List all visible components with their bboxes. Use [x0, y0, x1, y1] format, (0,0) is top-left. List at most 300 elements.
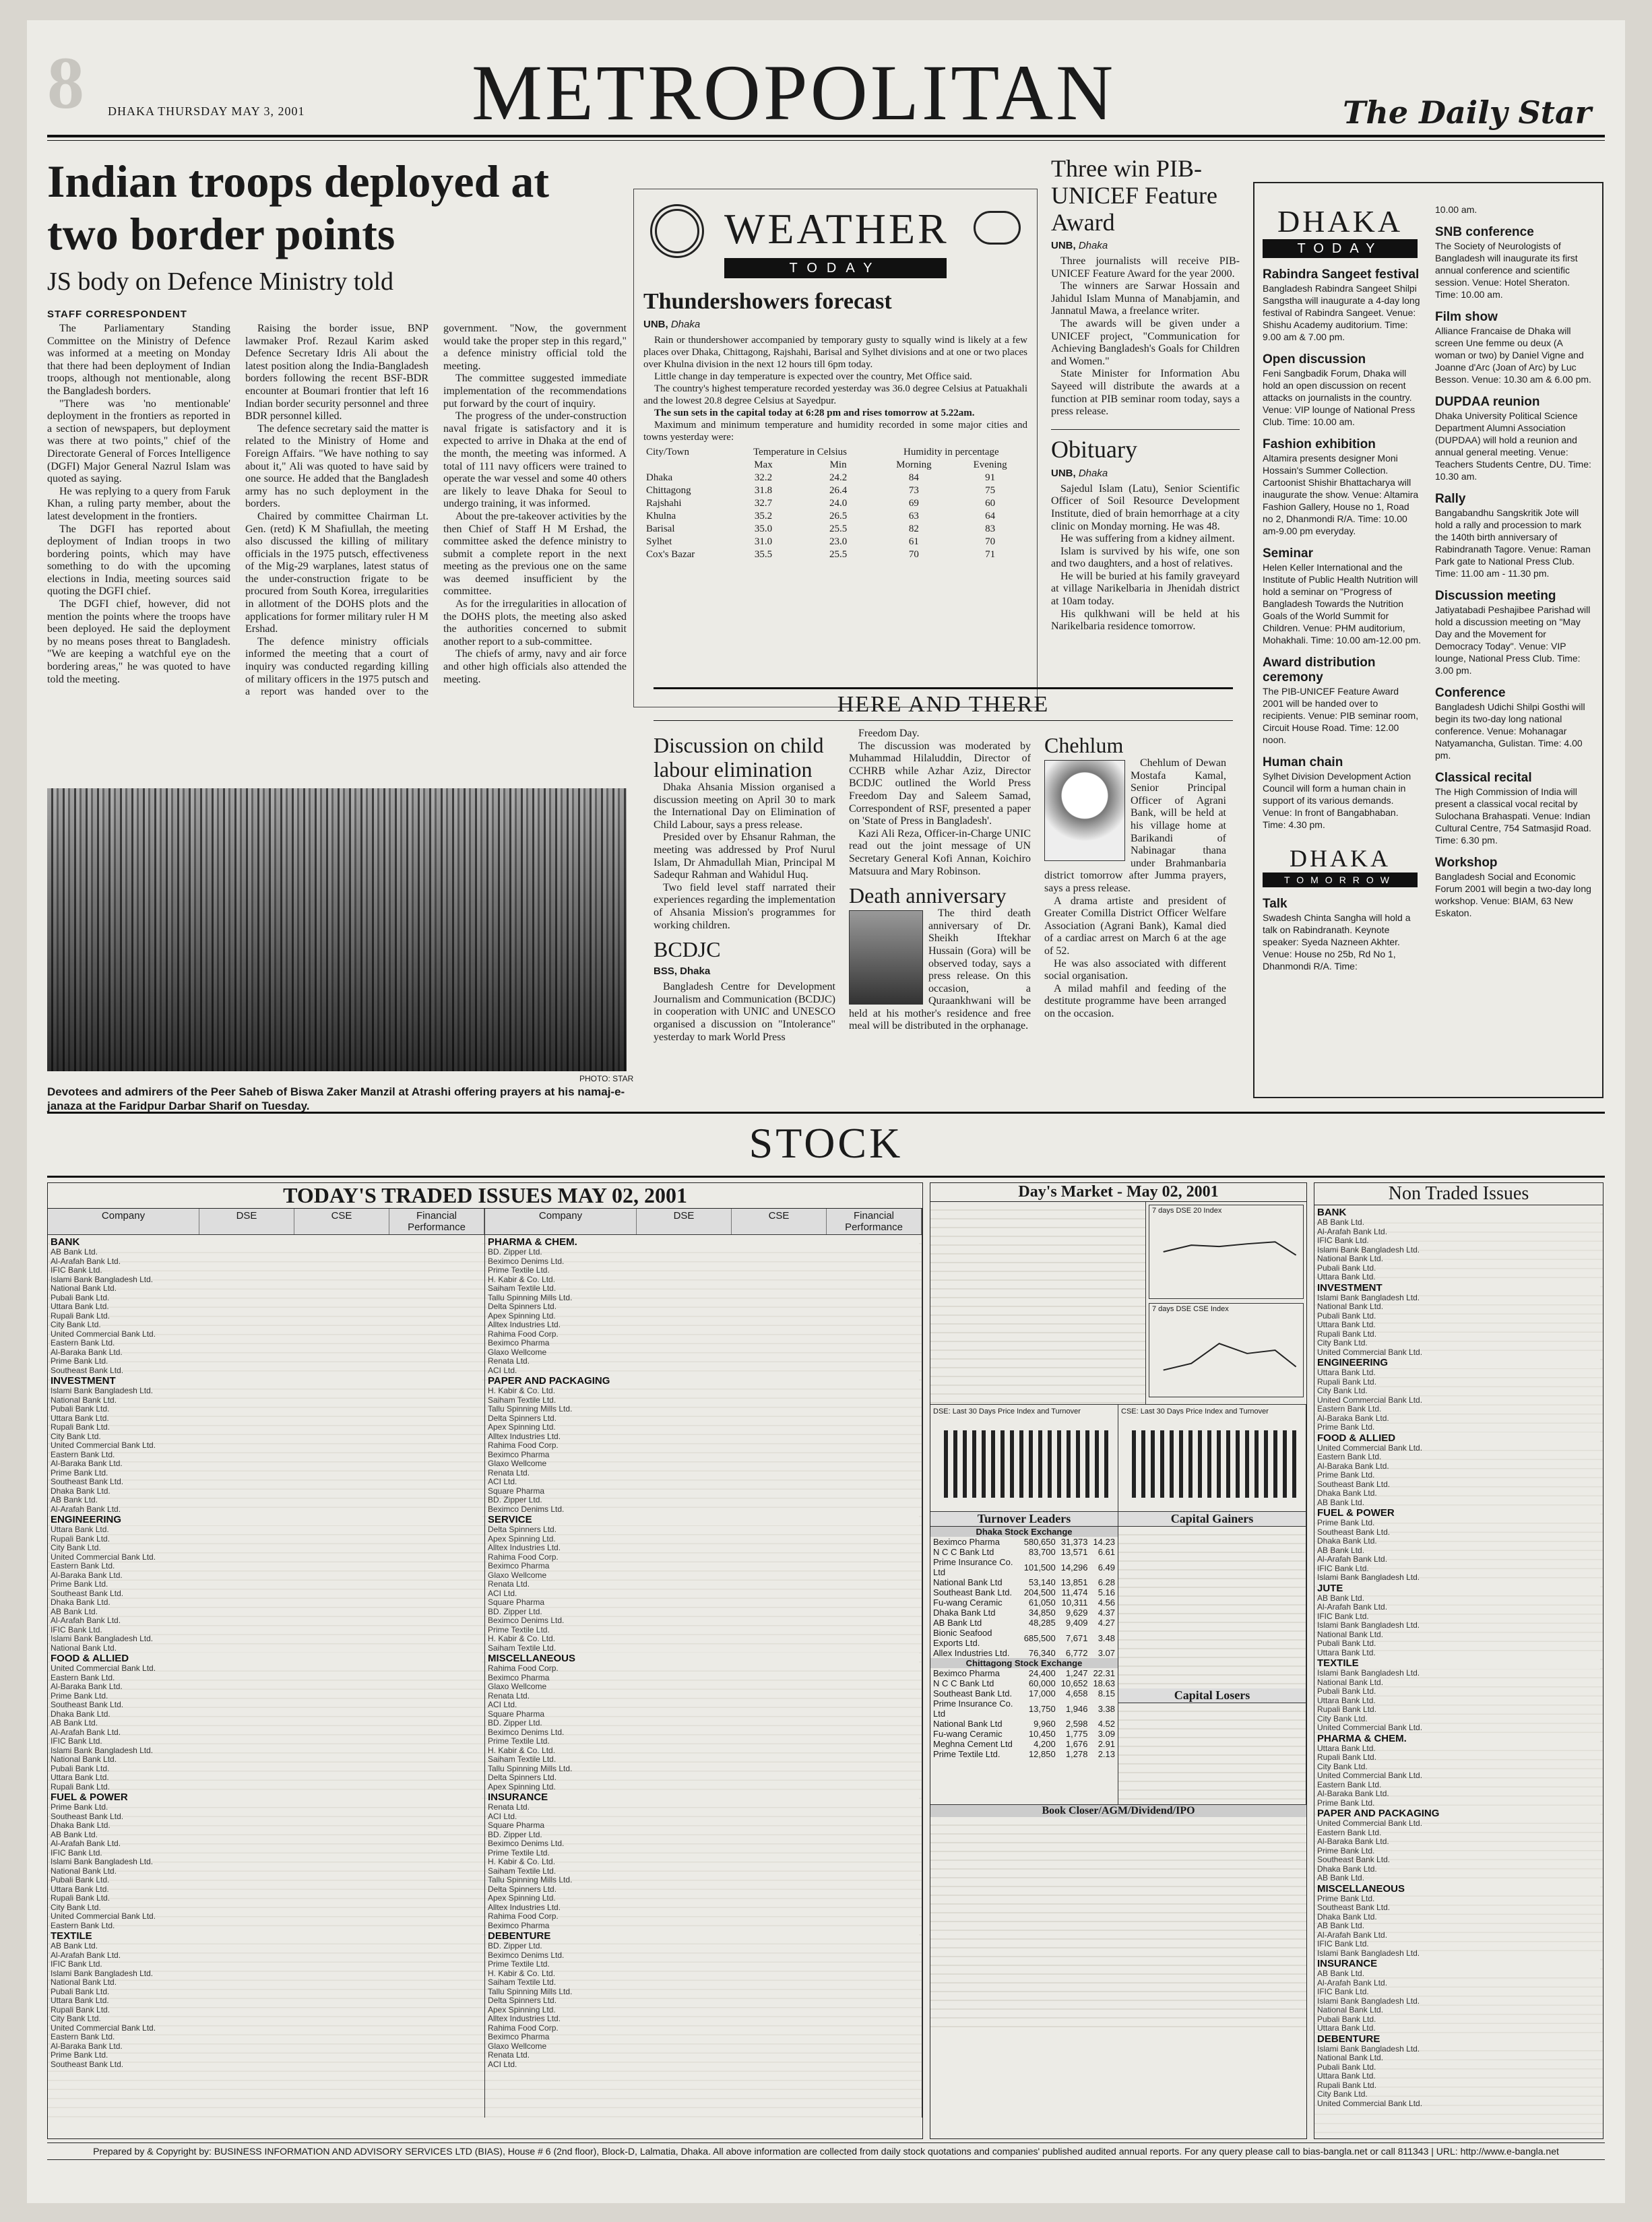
- stock-row: Rahima Food Corp.: [488, 2023, 559, 2033]
- section-rule: [47, 1176, 1605, 1178]
- stock-row: Delta Spinners Ltd.: [488, 1773, 557, 1782]
- stock-row: ACI Ltd.: [488, 1478, 517, 1486]
- dse-cse-index-chart: [1149, 1303, 1304, 1397]
- stock-row: Eastern Bank Ltd.: [1317, 1453, 1382, 1461]
- lead-byline: STAFF CORRESPONDENT: [47, 309, 187, 320]
- stock-row: City Bank Ltd.: [1317, 1714, 1368, 1723]
- table-cell: Prime Textile Ltd.: [933, 1749, 1000, 1759]
- stock-row: Prime Bank Ltd.: [1317, 1423, 1375, 1432]
- table-cell: Chittagong: [646, 485, 691, 496]
- table-row: [930, 1648, 1118, 1658]
- stock-row: IFIC Bank Ltd.: [51, 1848, 102, 1858]
- stock-row: Prime Textile Ltd.: [488, 1848, 550, 1858]
- stock-row: National Bank Ltd.: [1317, 2054, 1384, 2062]
- stock-row: IFIC Bank Ltd.: [51, 1625, 102, 1634]
- obituary-agency: [1051, 468, 1240, 479]
- stock-row: City Bank Ltd.: [1317, 2090, 1368, 2099]
- table-cell: Dhaka: [646, 472, 673, 483]
- table-cell: 13,750: [1028, 1703, 1056, 1714]
- event-title: Open discussion: [1263, 352, 1366, 367]
- paragraph: A drama artiste and president of Greater Comilla District Officer Welfare Association (Agrani Bank), Kamal died of a cardiac arrest on March 6 at the age of 52.: [1044, 895, 1226, 957]
- paragraph: Rain or thundershower accompanied by temporary gusty to squally wind is likely at a few places over Dhaka, Chittagong, Rajshahi, Barisal and Sylhet divisions and at one or two places over Khulna division in the next 12 hours till 6pm today.: [643, 335, 1027, 370]
- stock-row: Uttara Bank Ltd.: [1317, 2072, 1376, 2081]
- stock-row: Prime Bank Ltd.: [51, 1580, 108, 1589]
- stock-row: City Bank Ltd.: [1317, 1762, 1368, 1771]
- stock-row: Apex Spinning Ltd.: [488, 1534, 556, 1544]
- stock-row: BD. Zipper Ltd.: [488, 1607, 542, 1616]
- paragraph: The awards will be given under a UNICEF project, "Communication for Achieving Bangladesh's Goals for Children and Women.": [1051, 317, 1240, 367]
- table-cell: 14,296: [1060, 1562, 1088, 1573]
- table-header: Evening: [973, 459, 1007, 470]
- stock-row: Delta Spinners Ltd.: [488, 1884, 557, 1894]
- brief-headline: Discussion on child labour elimination: [654, 733, 824, 782]
- table-cell: 2,598: [1065, 1719, 1088, 1729]
- event-text: Helen Keller International and the Institute of Public Health Nutrition will hold a seminar on "Progress of Bangladesh Towards the Nutrition Goals of the World Summit for Children. Venue: PHM auditorium, Mohakhali. Time: 10.00 am-12.00 pm.: [1263, 562, 1422, 645]
- table-cell: Rajshahi: [646, 498, 682, 509]
- stock-row: Islami Bank Bangladesh Ltd.: [1317, 1669, 1420, 1678]
- stock-row: Prime Bank Ltd.: [1317, 1798, 1375, 1808]
- sector-heading: BANK: [1317, 1207, 1600, 1218]
- stock-row: Prime Bank Ltd.: [1317, 1846, 1375, 1855]
- stock-row: United Commercial Bank Ltd.: [1317, 1395, 1423, 1405]
- stock-row: Renata Ltd.: [488, 1580, 530, 1589]
- traded-rows: [48, 1235, 484, 2118]
- stock-row: Saiham Textile Ltd.: [488, 1284, 557, 1293]
- event-title: Rabindra Sangeet festival: [1263, 267, 1420, 282]
- table-cell: 10,311: [1061, 1597, 1088, 1608]
- table-row: [930, 1608, 1118, 1618]
- event-text: The PIB-UNICEF Feature Award 2001 will be handed over to recipients. Venue: PIB seminar room, Circuit House Road. Time: 12.00 noon.: [1263, 686, 1419, 745]
- table-cell: 5.16: [1098, 1587, 1115, 1597]
- table-row: [930, 1628, 1118, 1648]
- losers-title: Capital Losers: [1118, 1688, 1306, 1703]
- table-header: [643, 459, 725, 472]
- side-column: [1051, 155, 1240, 633]
- non-traded-title: Non Traded Issues: [1314, 1183, 1603, 1205]
- traded-rows: [485, 1235, 922, 2118]
- table-cell: Prime Insurance Co. Ltd: [933, 1699, 1013, 1719]
- table-cell: 8.15: [1098, 1688, 1115, 1699]
- news-column: [1044, 728, 1226, 1044]
- stock-row: AB Bank Ltd.: [51, 1719, 98, 1727]
- table-cell: 4.27: [1098, 1618, 1115, 1628]
- sector-heading: INVESTMENT: [51, 1375, 482, 1387]
- stock-row: Prime Textile Ltd.: [488, 1266, 550, 1275]
- table-cell: 1,278: [1065, 1749, 1088, 1759]
- stock-row: Southeast Bank Ltd.: [51, 1812, 124, 1821]
- stock-row: City Bank Ltd.: [1317, 1387, 1368, 1395]
- dhaka-word: DHAKA: [1277, 204, 1403, 239]
- table-cell: 84: [908, 472, 919, 483]
- stock-row: Southeast Bank Ltd.: [51, 1478, 124, 1486]
- stock-row: Prime Bank Ltd.: [51, 2051, 108, 2060]
- stock-row: Al-Arafah Bank Ltd.: [51, 1257, 121, 1266]
- table-header-row: [485, 1209, 922, 1235]
- section-title: METROPOLITAN: [472, 49, 1116, 137]
- index-line: [1164, 1343, 1296, 1370]
- stock-row: Pubali Bank Ltd.: [1317, 1263, 1376, 1273]
- table-cell: 204,500: [1023, 1587, 1056, 1597]
- event-title: Discussion meeting: [1435, 589, 1556, 603]
- table-header: Temperature in Celsius: [753, 447, 847, 457]
- brief-headline: Chehlum: [1044, 733, 1124, 757]
- stock-row: Glaxo Wellcome: [488, 1459, 547, 1468]
- table-cell: 53,140: [1028, 1577, 1056, 1587]
- stock-row: Saiham Textile Ltd.: [488, 1978, 557, 1987]
- stock-row: ACI Ltd.: [488, 1366, 517, 1375]
- table-header: Company: [485, 1209, 637, 1234]
- dateline: DHAKA THURSDAY MAY 3, 2001: [108, 104, 305, 118]
- table-cell: 76,340: [1028, 1648, 1056, 1658]
- stock-section-title: STOCK: [749, 1119, 903, 1167]
- stock-row: Al-Baraka Bank Ltd.: [1317, 1837, 1389, 1846]
- table-cell: National Bank Ltd: [933, 1719, 1003, 1729]
- table-cell: Southeast Bank Ltd.: [933, 1587, 1013, 1597]
- table-row: [643, 548, 1027, 561]
- stock-row: IFIC Bank Ltd.: [1317, 1236, 1369, 1245]
- lead-headline: Indian troops deployed at two border points: [47, 156, 550, 259]
- stock-row: H. Kabir & Co. Ltd.: [488, 1634, 556, 1643]
- table-row: [930, 1688, 1118, 1699]
- stock-row: Rahima Food Corp.: [488, 1441, 559, 1450]
- stock-row: BD. Zipper Ltd.: [488, 1719, 542, 1727]
- table-cell: 31,373: [1060, 1537, 1088, 1547]
- stock-row: Beximco Denims Ltd.: [488, 1616, 565, 1625]
- stock-row: Beximco Pharma: [488, 1673, 550, 1682]
- stock-row: BD. Zipper Ltd.: [488, 1248, 542, 1257]
- dhaka-tomorrow-logo: [1263, 844, 1418, 887]
- table-row: [930, 1699, 1118, 1719]
- stock-row: Prime Bank Ltd.: [51, 1691, 108, 1701]
- sector-heading: FUEL & POWER: [1317, 1507, 1600, 1519]
- stock-row: Delta Spinners Ltd.: [488, 1302, 557, 1311]
- table-cell: 63: [908, 511, 919, 521]
- stock-row: National Bank Ltd.: [51, 1395, 117, 1405]
- table-cell: 4,658: [1065, 1688, 1088, 1699]
- stock-row: IFIC Bank Ltd.: [51, 1737, 102, 1746]
- stock-row: Al-Arafah Bank Ltd.: [51, 1504, 121, 1514]
- table-cell: Sylhet: [646, 536, 672, 547]
- sunset-text: The sun sets in the capital today at 6:28 pm and rises tomorrow at 5.22am.: [654, 408, 975, 418]
- table-cell: 60,000: [1028, 1678, 1056, 1688]
- event-text: Bangabandhu Sangskritik Jote will hold a rally and procession to mark the 140th birth anniversary of Rabindranath Tagore. Venue: Raman Park gate to National Press Club. Time: 11.00 am - 11.30 pm.: [1435, 507, 1591, 579]
- table-cell: 35.0: [754, 523, 773, 534]
- table-cell: 73: [908, 485, 919, 496]
- stock-row: Apex Spinning Ltd.: [488, 1423, 556, 1432]
- table-cell: Beximco Pharma: [933, 1668, 1000, 1678]
- sector-heading: ENGINEERING: [51, 1514, 482, 1525]
- stock-row: City Bank Ltd.: [51, 1903, 101, 1912]
- stock-row: AB Bank Ltd.: [51, 1607, 98, 1616]
- event-title: DUPDAA reunion: [1435, 395, 1540, 409]
- stock-row: ACI Ltd.: [488, 1589, 517, 1598]
- paragraph: Three journalists will receive PIB-UNICEF Feature Award for the year 2000.: [1051, 255, 1240, 280]
- stock-row: Apex Spinning Ltd.: [488, 1311, 556, 1321]
- stock-row: Rupali Bank Ltd.: [51, 1894, 110, 1903]
- table-cell: 2.13: [1098, 1749, 1115, 1759]
- stock-row: Southeast Bank Ltd.: [1317, 1855, 1391, 1864]
- weather-today-bar: TODAY: [724, 258, 947, 278]
- table-cell: 64: [985, 511, 996, 521]
- sun-icon: [650, 204, 704, 258]
- paragraph: Presided over by Ehsanur Rahman, the meeting was addressed by Prof Nurul Islam, Dr Ahmadullah Mian, Principal M Sadequr Rahman and Wahidul Huq.: [654, 831, 835, 881]
- table-intro: Maximum and minimum temperature and humidity recorded in some major cities and towns yesterday were:: [643, 420, 1027, 443]
- paragraph: The country's highest temperature recorded yesterday was 36.0 degree Celsius at Patuakhali and the lowest 20.8 degree Celsius at Sayedpur.: [643, 383, 1027, 406]
- table-cell: 3.38: [1098, 1703, 1115, 1714]
- stock-row: Islami Bank Bangladesh Ltd.: [1317, 1996, 1420, 2006]
- stock-row: AB Bank Ltd.: [51, 1942, 98, 1950]
- stock-row: Dhaka Bank Ltd.: [1317, 1537, 1377, 1546]
- stock-row: Rupali Bank Ltd.: [51, 1311, 110, 1321]
- stock-row: Eastern Bank Ltd.: [51, 1450, 115, 1459]
- table-cell: 12,850: [1028, 1749, 1056, 1759]
- table-row: [643, 510, 1027, 523]
- stock-row: Prime Bank Ltd.: [51, 1357, 108, 1366]
- table-cell: 6.49: [1098, 1562, 1115, 1573]
- stock-row: Dhaka Bank Ltd.: [1317, 1864, 1377, 1874]
- paragraph: The committee suggested immediate implementation of the recommendations put forward by the court of inquiry.: [443, 373, 627, 410]
- paragraph: As for the irregularities in allocation of the DOHS plots, the meeting also asked the authorities concerned to submit another report to a sub-committee.: [443, 598, 627, 647]
- stock-row: ACI Ltd.: [488, 1701, 517, 1709]
- stock-row: Uttara Bank Ltd.: [51, 1525, 109, 1534]
- traded-issues-table: [47, 1182, 923, 2139]
- stock-row: Rahima Food Corp.: [488, 1664, 559, 1673]
- stock-row: Beximco Pharma: [488, 1562, 550, 1570]
- stock-row: Alltex Industries Ltd.: [488, 1544, 561, 1552]
- book-closer-title: Book Closer/AGM/Dividend/IPO: [930, 1804, 1306, 1817]
- table-cell: Beximco Pharma: [933, 1537, 1000, 1547]
- table-header: Humidity in percentage: [903, 447, 999, 457]
- stock-row: Islami Bank Bangladesh Ltd.: [51, 1969, 154, 1978]
- table-cell: 685,500: [1023, 1632, 1056, 1643]
- paragraph: The discussion was moderated by Muhammad Hilaluddin, Director of CCHRB while Azhar Aziz, Director BCDJC outlined the World Press Freedom Day and Saleem Samad, Correspondent of RSF, presented a paper on 'State of Press in Bangladesh'.: [849, 740, 1031, 827]
- stock-row: Alltex Industries Ltd.: [488, 1321, 561, 1329]
- stock-row: United Commercial Bank Ltd.: [1317, 1723, 1423, 1732]
- masthead-rule: [47, 135, 1605, 137]
- table-header: Company: [48, 1209, 199, 1234]
- stock-row: Saiham Textile Ltd.: [488, 1643, 557, 1653]
- stock-row: Islami Bank Bangladesh Ltd.: [1317, 1621, 1420, 1630]
- stock-row: Islami Bank Bangladesh Ltd.: [51, 1858, 154, 1866]
- event-text: Jatiyatabadi Peshajibee Parishad will hold a discussion meeting on "May Day and the Movement for Democracy Today". Venue: VIP lounge, National Press Club. Time: 3.00 pm.: [1435, 604, 1591, 676]
- chart-plot: [1149, 1304, 1303, 1397]
- stock-row: Rupali Bank Ltd.: [51, 1782, 110, 1791]
- masthead-rule: [47, 140, 1605, 141]
- table-cell: Khulna: [646, 511, 676, 521]
- stock-row: H. Kabir & Co. Ltd.: [488, 1858, 556, 1866]
- stock-row: Al-Baraka Bank Ltd.: [51, 1347, 123, 1357]
- stock-row: National Bank Ltd.: [51, 1866, 117, 1876]
- table-cell: 6.28: [1098, 1577, 1115, 1587]
- stock-row: Islami Bank Bangladesh Ltd.: [51, 1275, 154, 1284]
- stock-row: National Bank Ltd.: [1317, 1302, 1384, 1311]
- news-photo: [47, 788, 627, 1071]
- stock-row: Dhaka Bank Ltd.: [1317, 1489, 1377, 1498]
- paragraph: A milad mahfil and feeding of the destitute programme have been arranged on the occasion.: [1044, 982, 1226, 1019]
- table-row: [930, 1668, 1118, 1678]
- table-cell: Allex Industries Ltd.: [933, 1648, 1010, 1658]
- table-row: [930, 1597, 1118, 1608]
- stock-row: AB Bank Ltd.: [1317, 1922, 1365, 1930]
- stock-row: Pubali Bank Ltd.: [51, 1405, 110, 1414]
- stock-row: Glaxo Wellcome: [488, 1570, 547, 1580]
- event-text: 10.00 am.: [1435, 204, 1478, 215]
- stock-row: Al-Baraka Bank Ltd.: [51, 1570, 123, 1580]
- event-text: Dhaka University Political Science Department Alumni Association (DUPDAA) will hold a reunion and annual general meeting. Venue: Teachers Students Centre, DU. Time: 10.30 am.: [1435, 410, 1591, 482]
- stock-row: Prime Bank Ltd.: [1317, 1894, 1375, 1903]
- stock-row: United Commercial Bank Ltd.: [51, 1912, 156, 1921]
- table-cell: 10,450: [1028, 1729, 1056, 1739]
- stock-row: Pubali Bank Ltd.: [51, 1987, 110, 1996]
- stock-row: Al-Arafah Bank Ltd.: [1317, 1227, 1388, 1236]
- table-cell: 6.61: [1098, 1547, 1115, 1557]
- agency-place: Dhaka: [1078, 240, 1108, 251]
- stock-row: United Commercial Bank Ltd.: [1317, 1347, 1423, 1357]
- event-title: Film show: [1435, 310, 1498, 324]
- stock-row: Al-Arafah Bank Ltd.: [1317, 1555, 1388, 1564]
- table-cell: N C C Bank Ltd: [933, 1678, 994, 1688]
- stock-footer: Prepared by & Copyright by: BUSINESS INFORMATION AND ADVISORY SERVICES LTD (BIAS), House # 6 (2nd floor), Block-D, Lalmatia, Dhaka. All above information are collected from daily stock quotations and companies' published audited annual reports. For any query please call to bias-bangla.net or call 811343 | URL: http://www.e-bangla.net: [47, 2142, 1605, 2160]
- stock-row: AB Bank Ltd.: [1317, 1546, 1365, 1555]
- stock-row: Rupali Bank Ltd.: [51, 1423, 110, 1432]
- event-title: SNB conference: [1435, 225, 1534, 239]
- sector-heading: FUEL & POWER: [51, 1791, 482, 1803]
- agency-place: Dhaka: [670, 319, 701, 330]
- table-cell: 91: [985, 472, 996, 483]
- paragraph: The third death anniversary of Dr. Sheikh Iftekhar Hussain (Gora) will be observed today, says a press release. On this occasion, a Quraankhwani will be held at his mother's residence and free meal will be distributed in the orphanage.: [849, 908, 1031, 1032]
- stock-row: Islami Bank Bangladesh Ltd.: [1317, 1948, 1420, 1958]
- stock-row: Pubali Bank Ltd.: [51, 1293, 110, 1302]
- non-traded-issues: [1314, 1182, 1603, 2139]
- stock-row: Glaxo Wellcome: [488, 1682, 547, 1691]
- stock-row: Al-Baraka Bank Ltd.: [1317, 1414, 1389, 1423]
- agency-name: UNB,: [1051, 240, 1076, 251]
- stock-row: National Bank Ltd.: [51, 1643, 117, 1653]
- table-cell: 1,775: [1065, 1729, 1088, 1739]
- sector-heading: FOOD & ALLIED: [51, 1653, 482, 1664]
- event-list: [1263, 897, 1422, 972]
- stock-row: Rahima Food Corp.: [488, 1912, 559, 1921]
- stock-row: Apex Spinning Ltd.: [488, 1894, 556, 1903]
- stock-row: Al-Baraka Bank Ltd.: [51, 2041, 123, 2051]
- stock-row: Prime Textile Ltd.: [488, 1960, 550, 1969]
- brief-headline: BCDJC: [654, 937, 721, 962]
- event-title: Rally: [1435, 492, 1466, 506]
- stock-row: Pubali Bank Ltd.: [1317, 1311, 1376, 1321]
- market-title: Day's Market - May 02, 2001: [930, 1183, 1306, 1202]
- table-header: DSE: [199, 1209, 294, 1234]
- table-header: Financial Performance: [827, 1209, 922, 1234]
- stock-row: AB Bank Ltd.: [51, 1830, 98, 1839]
- losers-list: [1118, 1703, 1306, 1804]
- stock-row: Square Pharma: [488, 1821, 545, 1830]
- pib-headline: Three win PIB-UNICEF Feature Award: [1051, 155, 1217, 236]
- traded-issues-right: [485, 1209, 922, 2118]
- paragraph: Freedom Day.: [858, 728, 920, 739]
- days-market-panel: [930, 1182, 1307, 2139]
- obituary-headline: Obituary: [1051, 429, 1240, 464]
- table-row: [930, 1557, 1118, 1577]
- turnover-title: Turnover Leaders: [930, 1512, 1118, 1527]
- event-text: The Society of Neurologists of Bangladesh will inaugurate its first annual conference and scientific session. Venue: Hotel Sheraton. Time: 10.00 am.: [1435, 241, 1578, 300]
- stock-row: AB Bank Ltd.: [1317, 1593, 1365, 1603]
- paragraph: Islam is survived by his wife, one son and two daughters, and a host of relatives.: [1051, 545, 1240, 570]
- stock-row: Rupali Bank Ltd.: [1317, 1705, 1377, 1714]
- stock-row: Islami Bank Bangladesh Ltd.: [1317, 2044, 1420, 2054]
- stock-row: Uttara Bank Ltd.: [51, 1302, 109, 1311]
- table-cell: 9,409: [1065, 1618, 1088, 1628]
- gainers-list: [1118, 1527, 1306, 1688]
- event-title: Fashion exhibition: [1263, 437, 1376, 451]
- lead-body: [47, 323, 627, 747]
- table-cell: 13,851: [1060, 1577, 1088, 1587]
- stock-row: Alltex Industries Ltd.: [488, 1432, 561, 1441]
- table-cell: 4.37: [1098, 1608, 1115, 1618]
- gainers-title: Capital Gainers: [1118, 1512, 1306, 1527]
- news-column: [849, 728, 1031, 1044]
- sector-heading: PHARMA & CHEM.: [1317, 1733, 1600, 1744]
- event-title: Workshop: [1435, 856, 1498, 870]
- stock-row: Eastern Bank Ltd.: [51, 1562, 115, 1570]
- stock-row: Rupali Bank Ltd.: [51, 1534, 110, 1544]
- stock-row: Eastern Bank Ltd.: [51, 1339, 115, 1347]
- stock-row: City Bank Ltd.: [1317, 1339, 1368, 1347]
- stock-row: Al-Arafah Bank Ltd.: [1317, 1603, 1388, 1612]
- chart-title: CSE: Last 30 Days Price Index and Turnover: [1121, 1407, 1269, 1416]
- stock-row: BD. Zipper Ltd.: [488, 1942, 542, 1950]
- weather-table: [643, 446, 1027, 561]
- stock-row: Eastern Bank Ltd.: [51, 1673, 115, 1682]
- chart-title: DSE: Last 30 Days Price Index and Turnover: [933, 1407, 1081, 1416]
- stock-row: National Bank Ltd.: [51, 1755, 117, 1764]
- table-header: CSE: [732, 1209, 827, 1234]
- stock-row: Southeast Bank Ltd.: [1317, 1527, 1391, 1537]
- stock-row: Tallu Spinning Mills Ltd.: [488, 1405, 573, 1414]
- stock-row: Beximco Pharma: [488, 1921, 550, 1930]
- stock-row: United Commercial Bank Ltd.: [51, 1664, 156, 1673]
- stock-row: Dhaka Bank Ltd.: [51, 1821, 110, 1830]
- stock-row: ACI Ltd.: [488, 1812, 517, 1821]
- stock-row: Islami Bank Bangladesh Ltd.: [1317, 1573, 1420, 1582]
- stock-row: Tallu Spinning Mills Ltd.: [488, 1876, 573, 1884]
- table-cell: 75: [985, 485, 996, 496]
- stock-row: Al-Baraka Bank Ltd.: [1317, 1789, 1389, 1798]
- paragraph: "There was 'no mentionable' deployment in the frontiers as reported in a section of newspapers, but deployment was there at two points," chief of the Directorate General of Forces Intelligence (DGFI) Major General Nazrul Islam was quoted as saying.: [47, 398, 230, 485]
- stock-row: AB Bank Ltd.: [1317, 1218, 1365, 1227]
- stock-row: Prime Bank Ltd.: [1317, 1471, 1375, 1480]
- exchange-label: Dhaka Stock Exchange: [930, 1527, 1118, 1537]
- brief-headline: Death anniversary: [849, 883, 1007, 908]
- stock-row: Southeast Bank Ltd.: [51, 1701, 124, 1709]
- stock-row: Dhaka Bank Ltd.: [51, 1486, 110, 1496]
- event-title: Talk: [1263, 897, 1288, 911]
- table-cell: Fu-wang Ceramic: [933, 1597, 1003, 1608]
- stock-row: Pubali Bank Ltd.: [1317, 2014, 1376, 2024]
- event-title: Conference: [1435, 686, 1506, 700]
- stock-row: United Commercial Bank Ltd.: [51, 2023, 156, 2033]
- stock-row: Southeast Bank Ltd.: [1317, 1480, 1391, 1489]
- stock-row: Renata Ltd.: [488, 1691, 530, 1701]
- stock-row: Beximco Denims Ltd.: [488, 1504, 565, 1514]
- stock-row: Uttara Bank Ltd.: [1317, 1696, 1376, 1705]
- stock-row: AB Bank Ltd.: [51, 1496, 98, 1504]
- stock-row: Dhaka Bank Ltd.: [1317, 1912, 1377, 1922]
- stock-row: Rupali Bank Ltd.: [1317, 1329, 1377, 1339]
- dhaka-today-logo: [1263, 203, 1418, 258]
- photo-credit: PHOTO: STAR: [579, 1074, 634, 1083]
- book-closer-list: [930, 1817, 1306, 2031]
- table-cell: Dhaka Bank Ltd: [933, 1608, 996, 1618]
